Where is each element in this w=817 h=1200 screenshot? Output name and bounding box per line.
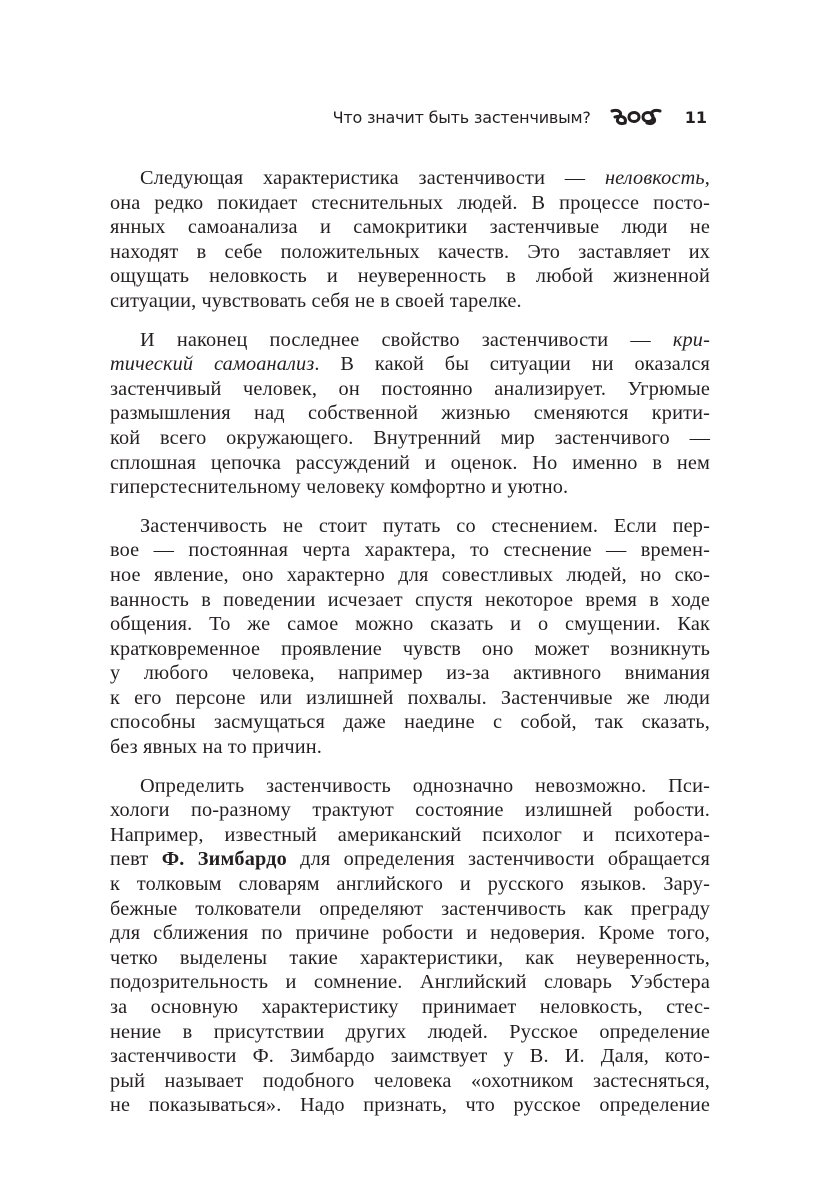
text-line bbox=[110, 451, 710, 476]
text-segment: , bbox=[704, 167, 710, 189]
text-segment: за основную характеристику принимает неловкость, стес- bbox=[110, 996, 710, 1018]
text-line bbox=[110, 637, 710, 662]
paragraph bbox=[110, 514, 710, 760]
text-line bbox=[110, 538, 710, 563]
decorative-flourish-icon bbox=[609, 107, 663, 127]
bold-name: Ф. Зимбардо bbox=[161, 848, 287, 871]
italic-term: кри- bbox=[672, 328, 710, 351]
text-line bbox=[110, 514, 710, 539]
text-segment: кой всего окружающего. Внутренний мир застенчивого — bbox=[110, 426, 710, 449]
text-line bbox=[110, 995, 710, 1020]
text-line bbox=[110, 328, 710, 353]
body-text bbox=[110, 166, 710, 1132]
text-line bbox=[110, 1020, 710, 1045]
paragraph bbox=[110, 166, 710, 314]
text-segment: сплошная цепочка рассуждений и оценок. Но именно в нем bbox=[110, 451, 710, 474]
text-segment: без явных на то причин. bbox=[110, 736, 322, 759]
text-line bbox=[110, 823, 710, 848]
text-line bbox=[110, 289, 710, 314]
text-segment: четко выделены такие характеристики, как неуверенность, bbox=[110, 946, 710, 969]
text-line bbox=[110, 970, 710, 995]
text-line bbox=[110, 1069, 710, 1094]
text-segment: янных самоанализа и самокритики застенчивые люди не bbox=[110, 216, 710, 239]
text-line bbox=[110, 1093, 710, 1118]
page-number: 11 bbox=[684, 107, 707, 127]
text-line bbox=[110, 191, 710, 216]
text-segment: ное явление, оно характерно для совестливых людей, но ско- bbox=[110, 563, 710, 586]
text-segment: не показываться». Надо признать, что русское определение bbox=[110, 1094, 710, 1117]
text-segment: для сближения по причине робости и недоверия. Кроме того, bbox=[110, 922, 710, 945]
text-segment: гиперстеснительному человеку комфортно и уютно. bbox=[110, 476, 569, 499]
text-line bbox=[110, 798, 710, 823]
text-segment: ощущать неловкость и неуверенность в любой жизненной bbox=[110, 265, 710, 288]
text-segment: застенчивый человек, он постоянно анализирует. Угрюмые bbox=[110, 377, 710, 400]
text-segment: размышления над собственной жизнью сменяются крити- bbox=[110, 402, 710, 425]
text-line bbox=[110, 215, 710, 240]
text-segment: И наконец последнее свойство застенчивости — bbox=[140, 328, 673, 351]
text-segment: у любого человека, например из-за активного внимания bbox=[110, 662, 710, 685]
text-segment: . В какой бы ситуации ни оказался bbox=[314, 353, 711, 376]
text-segment: нение в присутствии других людей. Русское определение bbox=[110, 1020, 710, 1043]
text-segment: Определить застенчивость однозначно невозможно. Пси- bbox=[140, 774, 710, 797]
text-line bbox=[110, 377, 710, 402]
text-segment: к толковым словарям английского и русского языков. Зару- bbox=[110, 873, 710, 896]
text-line bbox=[110, 563, 710, 588]
text-line bbox=[110, 1044, 710, 1069]
text-line bbox=[110, 240, 710, 265]
paragraph bbox=[110, 328, 710, 500]
text-line bbox=[110, 661, 710, 686]
text-line bbox=[110, 426, 710, 451]
text-segment: Например, известный американский психолог и психотера- bbox=[110, 823, 710, 846]
text-segment: способны засмущаться даже наедине с собой, так сказать, bbox=[110, 711, 710, 734]
text-segment: ванность в поведении исчезает спустя некоторое время в ходе bbox=[110, 588, 710, 611]
text-segment: застенчивости Ф. Зимбардо заимствует у В. И. Даля, кото- bbox=[110, 1045, 710, 1068]
text-line bbox=[110, 921, 710, 946]
text-line bbox=[110, 774, 710, 799]
italic-term: тический самоанализ bbox=[110, 353, 315, 376]
paragraph bbox=[110, 774, 710, 1118]
text-line bbox=[110, 264, 710, 289]
text-line bbox=[110, 735, 710, 760]
text-line bbox=[110, 166, 710, 191]
text-segment: Следующая характеристика застенчивости — bbox=[140, 167, 605, 189]
text-line bbox=[110, 588, 710, 613]
text-segment: подозрительность и сомнение. Английский словарь Уэбстера bbox=[110, 971, 710, 994]
running-title: Что значит быть застенчивым? bbox=[332, 107, 591, 127]
text-line bbox=[110, 847, 710, 872]
text-line bbox=[110, 897, 710, 922]
text-segment: ситуации, чувствовать себя не в своей тарелке. bbox=[110, 289, 522, 312]
text-line bbox=[110, 872, 710, 897]
text-segment: кратковременное проявление чувств оно может возникнуть bbox=[110, 637, 710, 660]
text-line bbox=[110, 686, 710, 711]
text-segment: бежные толкователи определяют застенчивость как преграду bbox=[110, 897, 710, 920]
text-segment: певт bbox=[110, 848, 162, 871]
text-line bbox=[110, 475, 710, 500]
text-line bbox=[110, 352, 710, 377]
text-segment: к его персоне или излишней похвалы. Застенчивые же люди bbox=[110, 686, 710, 709]
text-line bbox=[110, 612, 710, 637]
text-segment: рый называет подобного человека «охотником застесняться, bbox=[110, 1069, 710, 1092]
running-header bbox=[300, 104, 707, 130]
text-segment: Застенчивость не стоит путать со стеснением. Если пер- bbox=[140, 514, 710, 537]
italic-term: неловкость bbox=[604, 167, 705, 189]
text-segment: находят в себе положительных качеств. Это заставляет их bbox=[110, 240, 710, 263]
text-segment: общения. То же самое можно сказать и о смущении. Как bbox=[110, 613, 710, 636]
text-segment: для определения застенчивости обращается bbox=[286, 848, 710, 871]
text-segment: она редко покидает стеснительных людей. В процессе посто- bbox=[110, 191, 710, 214]
text-line bbox=[110, 710, 710, 735]
text-segment: хологи по-разному трактуют состояние излишней робости. bbox=[110, 799, 710, 822]
text-line bbox=[110, 401, 710, 426]
text-line bbox=[110, 946, 710, 971]
text-segment: вое — постоянная черта характера, то стеснение — времен- bbox=[110, 539, 710, 562]
